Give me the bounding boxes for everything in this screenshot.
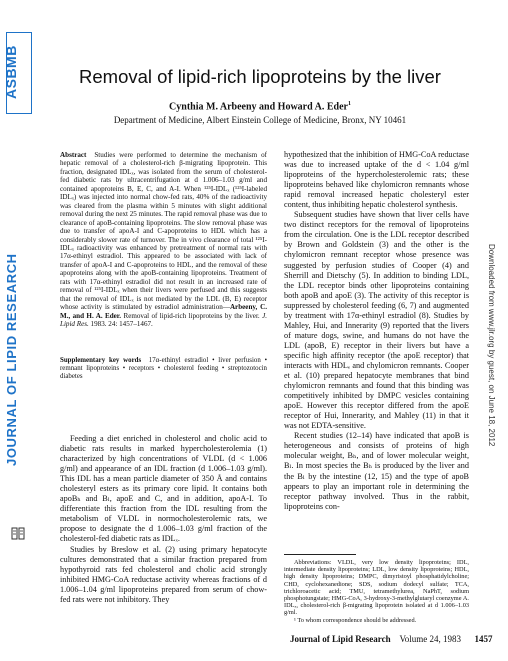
journal-name-vertical: JOURNAL OF LIPID RESEARCH: [4, 253, 19, 467]
keywords-text: 17α-ethinyl estradiol • liver perfusion • remnant lipoproteins • receptors • cholesterol feeding • streptozotocin diabetes: [60, 357, 267, 381]
author-names: Cynthia M. Arbeeny and Howard A. Eder: [169, 101, 348, 113]
paragraph: Studies by Breslow et al. (2) using primary hepatocyte cultures demonstrated that a similar fraction prepared from hypothyroid rats fed cholesterol and cholic acid strongly inhibited HMG-CoA reductase activity whereas fractions of d 1.006–1.04 g/ml lipoproteins prepared from serum of chow-fed rats were not inhibitory. They: [60, 544, 267, 604]
left-column-body: [60, 434, 267, 605]
right-column-body: [284, 150, 469, 512]
page-number: 1457: [474, 634, 493, 644]
abstract: [60, 151, 267, 329]
abbreviations-footnote: Abbreviations: VLDL, very low density lipoproteins; IDL, intermediate density lipoproteins; LDL, low density lipoproteins; HDL, high density lipoproteins; DMPC, dimyristoyl phosphatidylcholine; CHD, cyclohexanedione; SDS, sodium dodecyl sulfate; TCA, trichloroacetic acid; TMU, tetramethylurea, NaPhT, sodium phosphotungstate; HMG-CoA, 3-hydroxy-3-methylglutaryl coenzyme A. IDLₓ, cholesterol-rich β-migrating lipoprotein isolated at d 1.006–1.03 g/ml.: [284, 559, 469, 617]
paragraph: Subsequent studies have shown that liver cells have two distinct receptors for the removal of lipoproteins from the circulation. One is the LDL receptor described by Brown and Goldstein (3) and the other is the chylomicron remnant receptor whose presence was suggested by perfusion studies of Cooper (4) and Sherrill and Dietschy (5). In addition to binding LDL, the LDL receptor binds other lipoproteins containing both apoB and apoE (3). The activity of this receptor is suppressed by cholesterol feeding (6, 7) and augmented by treatment with 17α-ethinyl estradiol (8). Studies by Mahley, Hui, and Innerarity (9) reported that the livers of mature dogs, swine, and humans do not have the LDL (apoB, E) receptor in their livers but have a specific high affinity receptor (the apoE receptor) that interacts with HDLₑ and chylomicron remnants. Cooper et al. (10) prepared hepatocyte membranes that bind chylomicron remnants and found that this binding was competitively inhibited by DMPC vesicles containing apoE. However this receptor differed from the apoE receptor of Hui, Innerarity, and Mahley (11) in that it was not EDTA-sensitive.: [284, 210, 469, 431]
article-title: Removal of lipid-rich lipoproteins by the liver: [79, 66, 441, 87]
book-icon: [10, 525, 26, 541]
paragraph: Feeding a diet enriched in cholesterol and cholic acid to diabetic rats results in marked hypercholesterolemia (1) characterized by high concentrations of VLDL (d < 1.006 g/ml) and appearance of an IDL fraction (d 1.006–1.03 g/ml). This IDL has a mean particle diameter of 350 Å and contains cholesteryl esters as its primary core lipid. It contains both apoBₕ and Bₗ, apoE and C, and in addition, apoA-I. To differentiate this fraction from the IDL resulting from the metabolism of VLDL in normocholesterolemic rats, we propose to designate the d 1.006–1.03 g/ml fraction of the cholesterol-fed diabetic rats as IDLₓ.: [60, 434, 267, 544]
citation-title: Removal of lipid-rich lipoproteins by the liver.: [121, 311, 263, 320]
citation-journal: J. Lipid Res.: [60, 311, 267, 329]
paragraph: hypothesized that the inhibition of HMG-CoA reductase was due to increased uptake of the d < 1.04 g/ml lipoproteins of the hypercholesterolemic rats; these lipoproteins behaved like chylomicron remnants whose rapid removal increased hepatic cholesteryl ester content, thus inhibiting hepatic cholesterol synthesis.: [284, 150, 469, 210]
correspondence-footnote: ¹ To whom correspondence should be addressed.: [294, 616, 417, 624]
running-footer: [290, 634, 493, 644]
footer-journal: Journal of Lipid Research: [290, 634, 391, 644]
footnotes: [284, 559, 469, 624]
paragraph: Recent studies (12–14) have indicated that apoB is heterogeneous and consists of proteins of high molecular weight, Bₕ, and of lower molecular weight, Bₗ. In most species the Bₕ is produced by the liver and the Bₗ by the intestine (12, 15) and the type of apoB appears to play an important role in determining the receptor pathway involved. Thus in the rabbit, lipoproteins con-: [284, 431, 469, 511]
author-affiliation: Department of Medicine, Albert Einstein College of Medicine, Bronx, NY 10461: [113, 115, 407, 125]
keywords-label: Supplementary key words: [60, 357, 142, 364]
footnote-rule: [284, 554, 356, 555]
author-footnote-mark: 1: [347, 101, 351, 107]
footer-volume: Volume 24, 1983: [399, 634, 462, 644]
citation-end: 1983. 24: 1457–1467.: [88, 320, 153, 329]
download-note: Downloaded from www.jlr.org by guest, on June 18, 2012: [487, 243, 496, 447]
abstract-text: Studies were performed to determine the mechanism of hepatic removal of a cholesterol-rich β-migrating lipoprotein. This fraction, designated IDLₓ, was isolated from the serum of cholesterol-fed diabetic rats by ultracentrifugation at d 1.006–1.03 g/ml and contained apoproteins B, E, C, and A-I. When ¹²⁵I-IDLₓ (¹²⁵I-labeled IDLₓ) was injected into normal chow-fed rats, 40% of the radioactivity was cleared from the plasma within 5 minutes with slight additional removal during the next 25 minutes. The rapid removal phase was due to clearance of apoB-containing lipoproteins. The slow removal phase was due to transfer of apoA-I and C-apoproteins to HDL which has a considerably slower rate of turnover. The in vivo clearance of total ¹²⁵I-IDLₓ radioactivity was enhanced by pretreatment of normal rats with 17α-ethinyl estradiol. This appeared to be associated with lack of transfer of apoA-I and C-apoproteins to HDL, and the removal of these apoproteins along with the apoB-containing lipoproteins. Treatment of rats with 17α-ethinyl estradiol did not result in an increased rate of removal of ¹²⁵I-IDLₓ when their livers were perfused and this suggests that the removal of IDLₓ is not mediated by the LDL (B, E) receptor whose activity is stimulated by estradiol administration—: [60, 151, 268, 312]
keywords: [60, 357, 267, 382]
article-authors: [40, 101, 480, 112]
abstract-label: Abstract: [60, 151, 87, 159]
journal-sidebar: [0, 0, 36, 661]
citation-authors: Arbeeny, C. M., and H. A. Eder.: [60, 303, 267, 320]
asbmb-logo: ASBMB: [3, 45, 19, 99]
